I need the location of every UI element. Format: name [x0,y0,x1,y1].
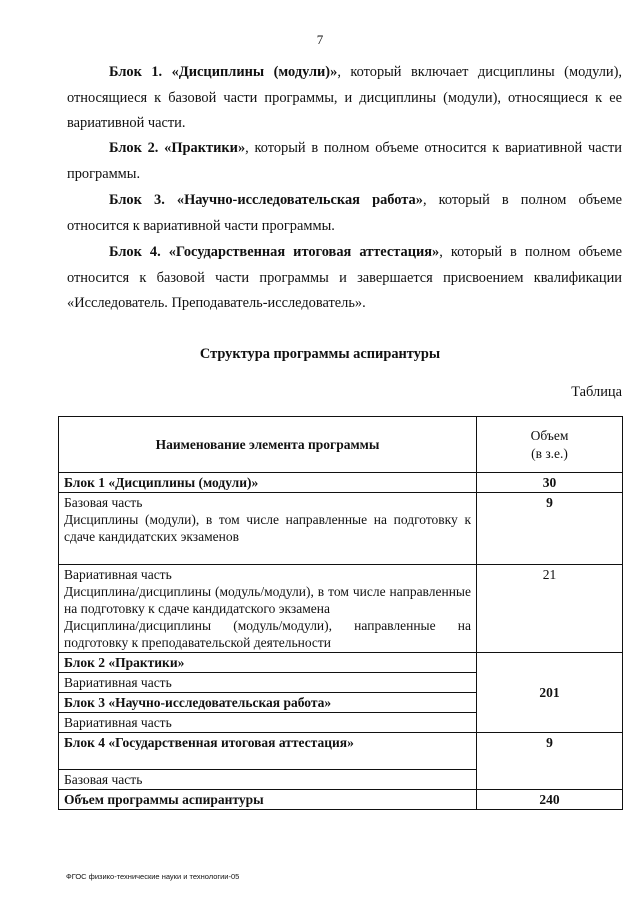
block3-var-label: Вариативная часть [59,713,477,733]
var-part-cell [59,565,477,653]
block4-base-label: Базовая часть [59,770,477,790]
block1-value: 30 [477,473,623,493]
program-structure-table [58,416,623,810]
table-row-block2 [59,653,623,673]
table-row-block1 [59,473,623,493]
table-row-var-part [59,565,623,653]
total-value: 240 [477,790,623,810]
table-row-block4 [59,733,623,770]
table-label: Таблица [571,384,622,400]
block3-name: Блок 3 «Научно-исследовательская работа» [59,693,477,713]
base-part-desc: Дисциплины (модули), в том числе направленные на подготовку к сдаче кандидатских экзаменов [64,512,471,544]
table-row-total [59,790,623,810]
table-header-row [59,417,623,473]
paragraph-text: , который в полном объеме относится к базовой части программы и завершается присвоением квалификации «Исследователь. Преподаватель-исследователь». [67,244,622,311]
block4-name: Блок 4 «Государственная итоговая аттестация» [59,733,477,770]
header-name: Наименование элемента программы [59,417,477,473]
base-part-value: 9 [477,493,623,565]
var-part-desc-1: Дисциплина/дисциплины (модуль/модули), в том числе направленные на подготовку к сдаче кандидатского экзамена [64,584,471,616]
var-part-desc-2: Дисциплина/дисциплины (модуль/модули), направленные на подготовку к преподавательской деятельности [64,618,471,650]
header-value-unit: Объем [530,427,569,443]
paragraph-block-1 [67,60,622,137]
footer-text: ФГОС физико-технические науки и технологии-05 [66,872,240,881]
header-value-unit-sub: (в з.е.) [531,445,568,461]
paragraph-heading: Блок 4. «Государственная итоговая аттестация» [109,244,440,260]
block2-var-label: Вариативная часть [59,673,477,693]
paragraph-heading: Блок 3. «Научно-исследовательская работа» [109,192,423,208]
table-row-base-part [59,493,623,565]
block23-value: 201 [477,653,623,733]
paragraph-block-4 [67,240,622,317]
paragraph-text: , который включает дисциплины (модули), относящиеся к базовой части программы, и дисциплины (модули), относящиеся к ее вариативной части. [67,64,623,131]
var-part-value: 21 [477,565,623,653]
paragraph-heading: Блок 1. «Дисциплины (модули)» [109,64,338,80]
base-part-cell [59,493,477,565]
paragraph-text: , который в полном объеме относится к вариативной части программы. [67,140,622,182]
total-name: Объем программы аспирантуры [59,790,477,810]
header-value [477,417,623,473]
paragraph-heading: Блок 2. «Практики» [109,140,246,156]
block2-name: Блок 2 «Практики» [59,653,477,673]
paragraph-block-2 [67,136,622,187]
block4-value: 9 [477,733,623,790]
paragraph-text: , который в полном объеме относится к вариативной части программы. [67,192,622,234]
paragraph-block-3 [67,188,622,239]
var-part-label: Вариативная часть [64,567,172,582]
block1-name: Блок 1 «Дисциплины (модули)» [59,473,477,493]
base-part-label: Базовая часть [64,495,143,510]
table-title: Структура программы аспирантуры [199,346,441,362]
page-number: 7 [316,32,324,47]
